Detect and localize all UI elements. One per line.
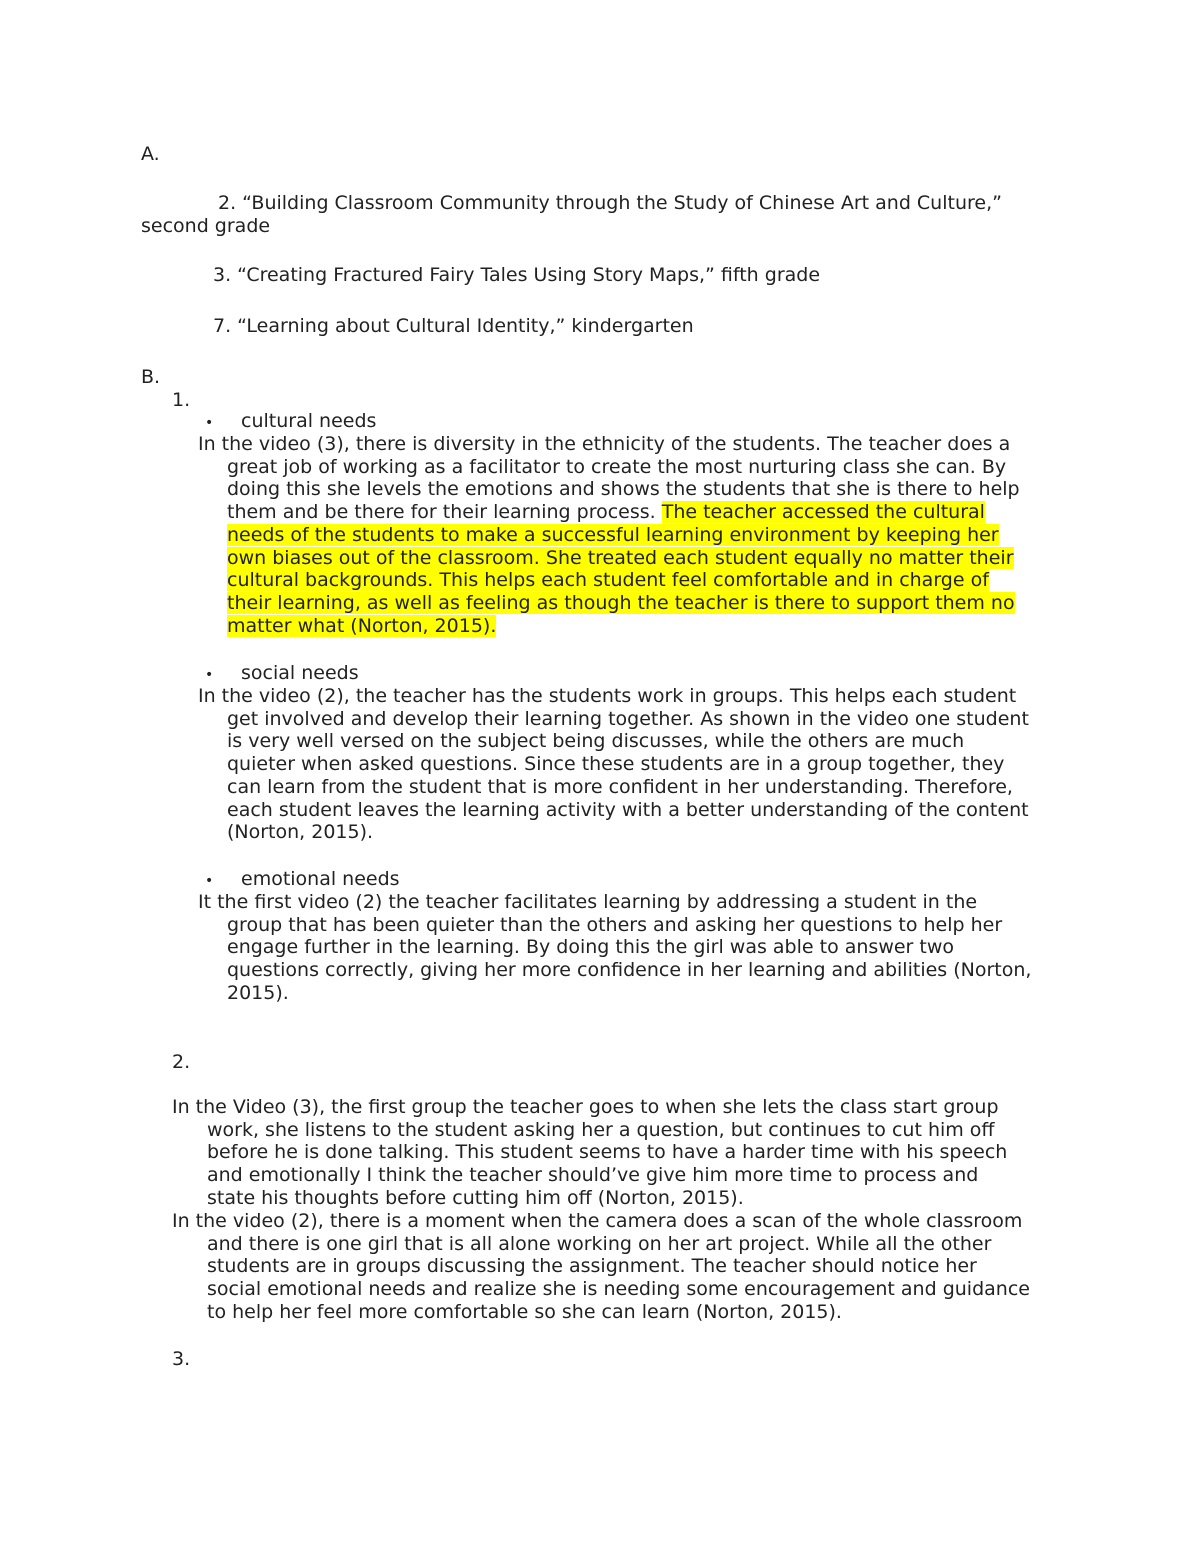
highlighted-text: needs of the students to make a successful learning environment by keeping her bbox=[227, 523, 999, 546]
highlighted-text: their learning, as well as feeling as though the teacher is there to support them no bbox=[227, 591, 1015, 614]
cultural-needs-paragraph bbox=[198, 433, 1020, 637]
lesson-item-2-line2: second grade bbox=[141, 215, 271, 237]
paragraph-line: and there is one girl that is all alone working on her art project. While all the other bbox=[207, 1232, 992, 1255]
paragraph-line: (Norton, 2015). bbox=[227, 821, 374, 844]
paragraph-line: is very well versed on the subject being discusses, while the others are much bbox=[227, 730, 965, 753]
bullet-social-needs bbox=[205, 662, 359, 687]
question-2-paragraph-1 bbox=[172, 1096, 1007, 1210]
bullet-title: cultural needs bbox=[241, 410, 377, 432]
paragraph-line: doing this she levels the emotions and shows the students that she is there to help bbox=[227, 478, 1020, 501]
paragraph-line: before he is done talking. This student seems to have a harder time with his speech bbox=[207, 1141, 1008, 1164]
paragraph-line: In the Video (3), the first group the teacher goes to when she lets the class start group bbox=[172, 1096, 999, 1118]
bullet-title: social needs bbox=[241, 662, 359, 684]
question-2-number: 2. bbox=[172, 1051, 191, 1073]
question-2-paragraph-2 bbox=[172, 1210, 1030, 1324]
emotional-needs-paragraph bbox=[198, 891, 1031, 1005]
bullet-icon: • bbox=[205, 415, 214, 431]
paragraph-line: each student leaves the learning activity with a better understanding of the content bbox=[227, 798, 1029, 821]
bullet-cultural-needs bbox=[205, 410, 376, 435]
paragraph-line: social emotional needs and realize she is needing some encouragement and guidance bbox=[207, 1278, 1030, 1301]
bullet-emotional-needs bbox=[205, 868, 400, 893]
paragraph-line: to help her feel more comfortable so she can learn (Norton, 2015). bbox=[207, 1300, 842, 1323]
paragraph-line: group that has been quieter than the others and asking her questions to help her bbox=[227, 913, 1003, 936]
bullet-icon: • bbox=[205, 873, 214, 889]
paragraph-line: quieter when asked questions. Since these students are in a group together, they bbox=[227, 753, 1005, 776]
paragraph-line: In the video (3), there is diversity in the ethnicity of the students. The teacher does a bbox=[198, 433, 1011, 455]
section-a-heading: A. bbox=[141, 143, 160, 165]
lesson-item-3: 3. “Creating Fractured Fairy Tales Using Story Maps,” fifth grade bbox=[213, 264, 821, 286]
paragraph-line: state his thoughts before cutting him off (Norton, 2015). bbox=[207, 1186, 744, 1209]
paragraph-line: get involved and develop their learning together. As shown in the video one student bbox=[227, 707, 1029, 730]
social-needs-paragraph bbox=[198, 685, 1029, 844]
highlighted-text: The teacher accessed the cultural bbox=[661, 501, 985, 524]
paragraph-line: In the video (2), the teacher has the students work in groups. This helps each student bbox=[198, 685, 1017, 707]
paragraph-line: students are in groups discussing the assignment. The teacher should notice her bbox=[207, 1255, 977, 1278]
highlighted-text: matter what (Norton, 2015). bbox=[227, 614, 497, 637]
highlighted-text: cultural backgrounds. This helps each student feel comfortable and in charge of bbox=[227, 569, 989, 592]
paragraph-line: In the video (2), there is a moment when the camera does a scan of the whole classroom bbox=[172, 1210, 1023, 1232]
paragraph-line: can learn from the student that is more confident in her understanding. Therefore, bbox=[227, 775, 1013, 798]
question-3-number: 3. bbox=[172, 1348, 191, 1370]
paragraph-line: them and be there for their learning process. bbox=[227, 501, 662, 524]
lesson-item-7: 7. “Learning about Cultural Identity,” kindergarten bbox=[213, 315, 694, 337]
paragraph-line: It the first video (2) the teacher facilitates learning by addressing a student in the bbox=[198, 891, 978, 913]
paragraph-line: engage further in the learning. By doing this the girl was able to answer two bbox=[227, 936, 955, 959]
question-1-number: 1. bbox=[172, 389, 191, 411]
paragraph-line: 2015). bbox=[227, 981, 289, 1004]
paragraph-line: questions correctly, giving her more confidence in her learning and abilities (Norton, bbox=[227, 959, 1032, 982]
paragraph-line: work, she listens to the student asking her a question, but continues to cut him off bbox=[207, 1118, 995, 1141]
bullet-icon: • bbox=[205, 667, 214, 683]
paragraph-line: and emotionally I think the teacher should’ve give him more time to process and bbox=[207, 1164, 979, 1187]
lesson-item-2-line1: 2. “Building Classroom Community through the Study of Chinese Art and Culture,” bbox=[218, 192, 1002, 214]
section-b-heading: B. bbox=[141, 366, 161, 388]
paragraph-line: great job of working as a facilitator to create the most nurturing class she can. By bbox=[227, 455, 1007, 478]
bullet-title: emotional needs bbox=[241, 868, 400, 890]
highlighted-text: own biases out of the classroom. She treated each student equally no matter their bbox=[227, 546, 1014, 569]
